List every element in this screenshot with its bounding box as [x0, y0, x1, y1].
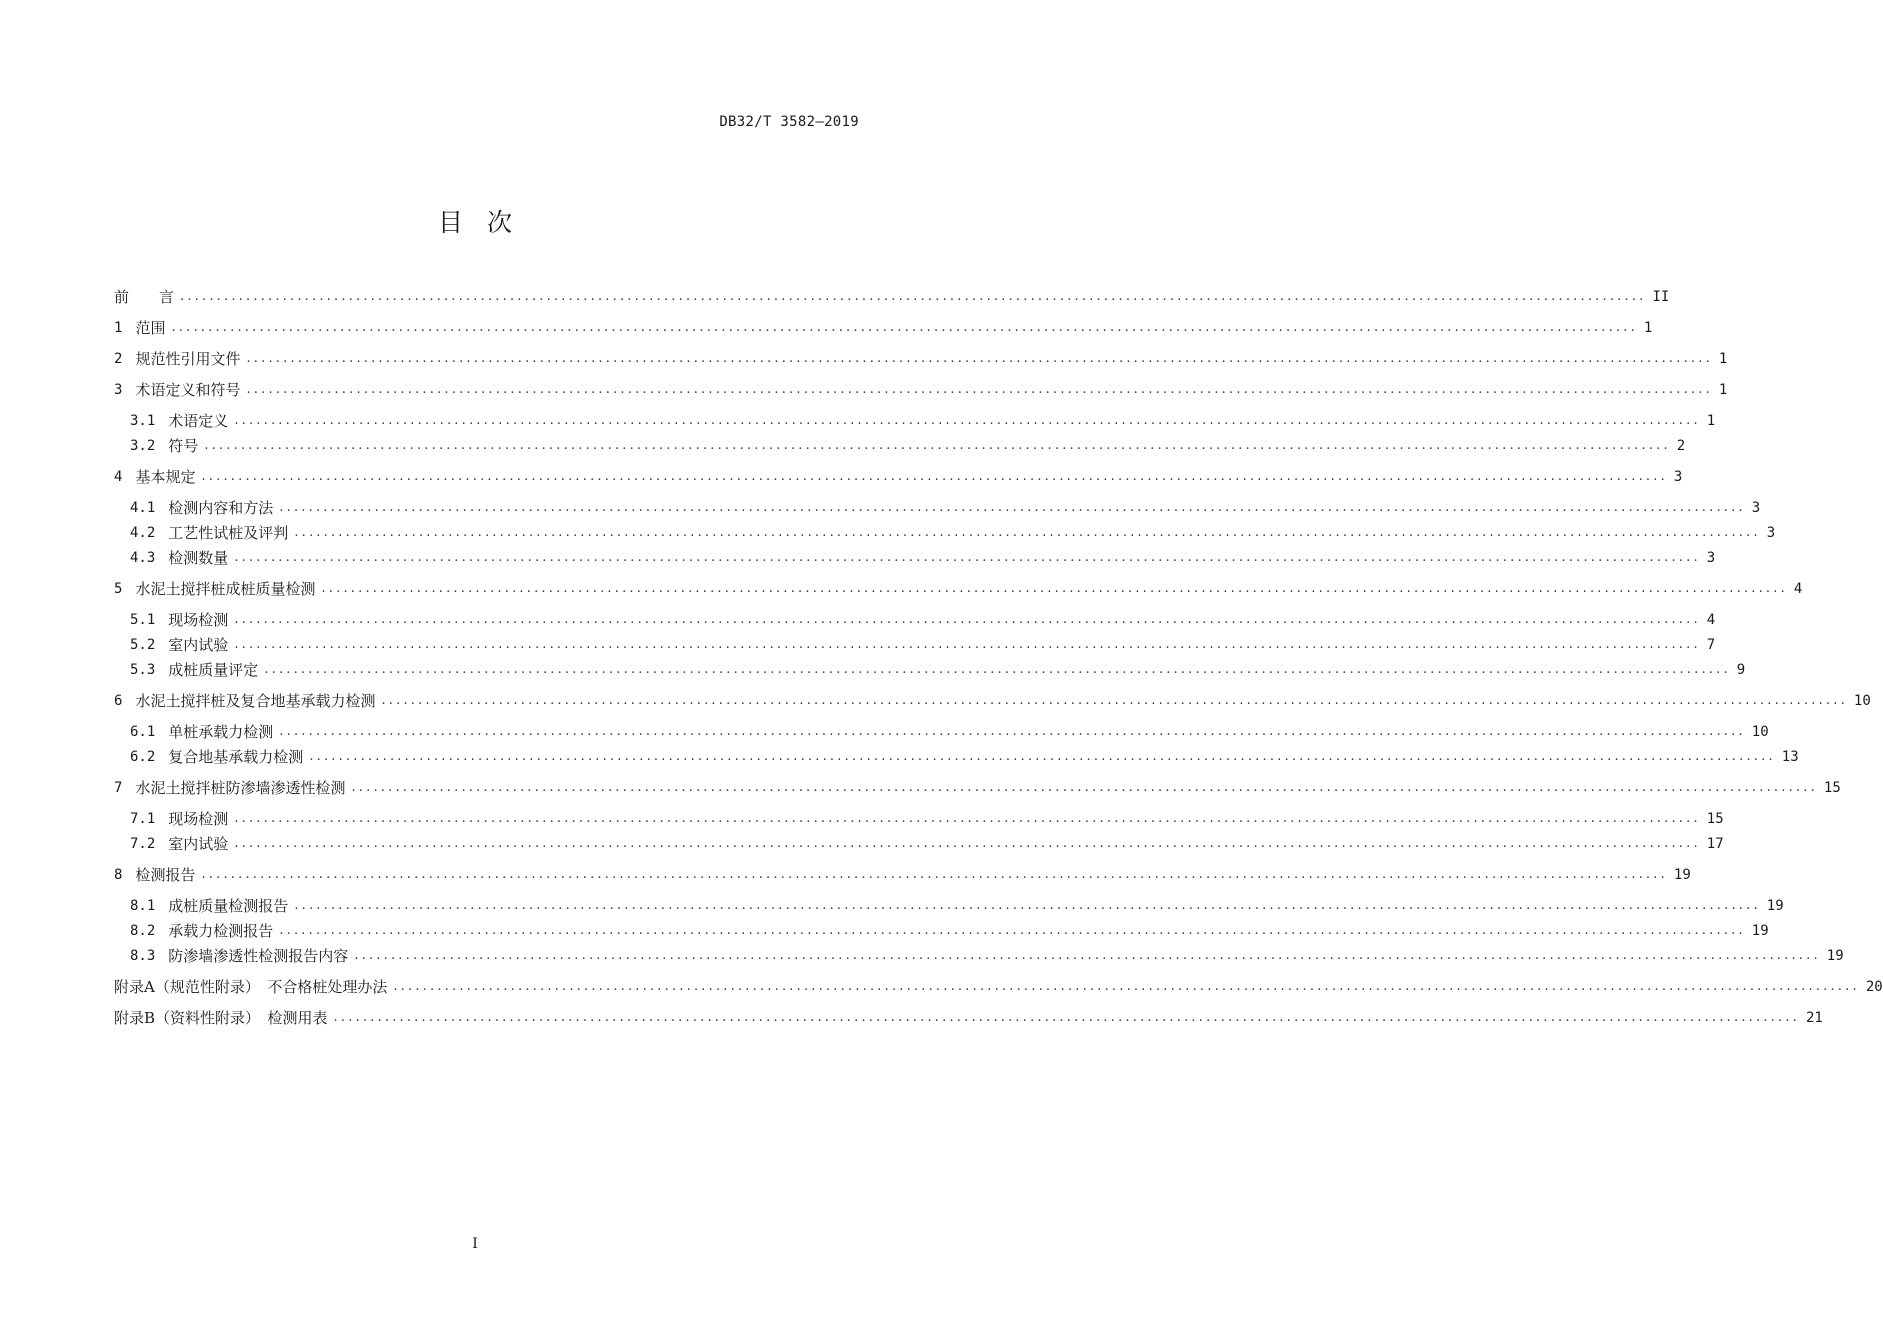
toc-entry[interactable] — [130, 547, 1716, 569]
toc-entry-page: 1 — [1643, 320, 1653, 336]
toc-entry-page: 19 — [1673, 867, 1691, 883]
toc-entry-page: 1 — [1706, 413, 1716, 429]
title-char-2: 次 — [487, 208, 513, 237]
toc-entry-page: 1 — [1718, 382, 1728, 398]
toc-leader-dots: ........................................................................................................................................................................................................ — [201, 867, 1668, 882]
toc-entry[interactable] — [130, 895, 1784, 917]
toc-leader-dots: ........................................................................................................................................................................................................ — [171, 320, 1638, 335]
toc-entry[interactable] — [114, 348, 1728, 370]
toc-entry-title: 承载力检测报告 — [168, 922, 274, 940]
toc-leader-dots: ........................................................................................................................................................................................................ — [204, 438, 1671, 453]
toc-entry-title: 范围 — [135, 319, 166, 337]
toc-entry-title: 检测报告 — [135, 866, 196, 884]
toc-leader-dots: ........................................................................................................................................................................................................ — [351, 780, 1818, 795]
toc-entry-page: 19 — [1826, 948, 1844, 964]
toc-entry-title: 现场检测 — [168, 810, 229, 828]
toc-entry-title: 复合地基承载力检测 — [168, 748, 304, 766]
toc-entry-title: 基本规定 — [135, 468, 196, 486]
toc-entry-title: 单桩承载力检测 — [168, 723, 274, 741]
toc-entry-title: 成桩质量检测报告 — [168, 897, 289, 915]
page-title — [0, 203, 950, 239]
toc-entry-title: 防渗墙渗透性检测报告内容 — [168, 947, 349, 965]
toc-entry-number: 3.2 — [130, 438, 156, 454]
toc-entry[interactable] — [114, 379, 1728, 401]
toc-entry[interactable] — [130, 746, 1799, 768]
toc-entry-title: 术语定义和符号 — [135, 381, 241, 399]
toc-entry-number: 8.2 — [130, 923, 156, 939]
toc-entry-page: 19 — [1751, 923, 1769, 939]
toc-entry-page: 20 — [1865, 979, 1883, 995]
toc-entry[interactable] — [114, 466, 1683, 488]
toc-leader-dots: ........................................................................................................................................................................................................ — [234, 413, 1701, 428]
toc-leader-dots: ........................................................................................................................................................................................................ — [180, 289, 1647, 304]
toc-entry-number: 8.3 — [130, 948, 156, 964]
toc-entry-number: 8.1 — [130, 898, 156, 914]
toc-entry[interactable] — [114, 690, 1871, 712]
toc-entry-number: 5.1 — [130, 612, 156, 628]
toc-entry[interactable] — [114, 317, 1653, 339]
toc-entry-number: 7.2 — [130, 836, 156, 852]
toc-entry-title: 附录A（规范性附录） 不合格桩处理办法 — [114, 978, 388, 996]
toc-leader-dots: ........................................................................................................................................................................................................ — [333, 1010, 1800, 1025]
toc-entry-page: 21 — [1806, 1010, 1823, 1026]
toc-entry-title: 水泥土搅拌桩及复合地基承载力检测 — [135, 692, 376, 710]
toc-entry-title: 符号 — [168, 437, 199, 455]
title-char-1: 目 — [437, 208, 463, 237]
toc-entry-page: 10 — [1853, 693, 1871, 709]
toc-leader-dots: ........................................................................................................................................................................................................ — [354, 948, 1821, 963]
toc-entry-title: 水泥土搅拌桩防渗墙渗透性检测 — [135, 779, 346, 797]
toc-leader-dots: ........................................................................................................................................................................................................ — [234, 811, 1701, 826]
toc-entry-number: 4.2 — [130, 525, 156, 541]
toc-entry-number: 1 — [114, 320, 123, 336]
toc-entry[interactable] — [130, 833, 1724, 855]
toc-entry-page: 4 — [1706, 612, 1716, 628]
toc-entry-number: 3 — [114, 382, 123, 398]
toc-entry-number: 6.2 — [130, 749, 156, 765]
toc-entry-number: 6 — [114, 693, 123, 709]
toc-entry[interactable] — [114, 976, 1883, 998]
toc-leader-dots: ........................................................................................................................................................................................................ — [294, 525, 1761, 540]
toc-leader-dots: ........................................................................................................................................................................................................ — [234, 612, 1701, 627]
toc-entry-page: 15 — [1823, 780, 1841, 796]
toc-entry-number: 4 — [114, 469, 123, 485]
toc-entry[interactable] — [130, 659, 1746, 681]
toc-entry-number: 5 — [114, 581, 123, 597]
toc-entry[interactable] — [114, 777, 1841, 799]
toc-entry-number: 7 — [114, 780, 123, 796]
toc-entry[interactable] — [130, 808, 1724, 830]
toc-entry-page: 1 — [1718, 351, 1728, 367]
toc-entry-number: 5.3 — [130, 662, 156, 678]
toc-entry-page: 3 — [1766, 525, 1776, 541]
toc-entry-title: 室内试验 — [168, 835, 229, 853]
toc-entry-page: 7 — [1706, 637, 1716, 653]
toc-entry-number: 8 — [114, 867, 123, 883]
toc-entry[interactable] — [130, 435, 1686, 457]
toc-entry-page: II — [1652, 289, 1670, 305]
toc-entry-title: 检测数量 — [168, 549, 229, 567]
toc-entry[interactable] — [130, 945, 1844, 967]
toc-leader-dots: ........................................................................................................................................................................................................ — [321, 581, 1788, 596]
toc-entry[interactable] — [114, 578, 1803, 600]
toc-entry-page: 3 — [1706, 550, 1716, 566]
toc-entry-title: 术语定义 — [168, 412, 229, 430]
toc-leader-dots: ........................................................................................................................................................................................................ — [234, 550, 1701, 565]
toc-entry[interactable] — [130, 634, 1716, 656]
toc-leader-dots: ........................................................................................................................................................................................................ — [264, 662, 1731, 677]
toc-entry[interactable] — [130, 609, 1716, 631]
toc-entry[interactable] — [114, 864, 1691, 886]
toc-entry[interactable] — [114, 286, 1670, 308]
toc-entry-number: 2 — [114, 351, 123, 367]
toc-leader-dots: ........................................................................................................................................................................................................ — [279, 724, 1746, 739]
toc-leader-dots: ........................................................................................................................................................................................................ — [279, 500, 1746, 515]
toc-entry-number: 5.2 — [130, 637, 156, 653]
toc-entry-page: 19 — [1766, 898, 1784, 914]
toc-entry-page: 2 — [1676, 438, 1686, 454]
toc-entry-title: 工艺性试桩及评判 — [168, 524, 289, 542]
page-number: I — [472, 1236, 478, 1252]
toc-entry-title: 现场检测 — [168, 611, 229, 629]
toc-entry[interactable] — [130, 721, 1769, 743]
toc-entry-page: 15 — [1706, 811, 1724, 827]
toc-leader-dots: ........................................................................................................................................................................................................ — [246, 382, 1713, 397]
toc-leader-dots: ........................................................................................................................................................................................................ — [309, 749, 1776, 764]
toc-entry-title: 前 言 — [114, 288, 175, 306]
toc-entry-number: 4.1 — [130, 500, 156, 516]
toc-entry-title: 成桩质量评定 — [168, 661, 259, 679]
toc-entry-number: 4.3 — [130, 550, 156, 566]
toc-entry-number: 7.1 — [130, 811, 156, 827]
toc-entry-page: 4 — [1793, 581, 1803, 597]
toc-entry-number: 6.1 — [130, 724, 156, 740]
toc-entry-page: 13 — [1781, 749, 1799, 765]
toc-entry-title: 水泥土搅拌桩成桩质量检测 — [135, 580, 316, 598]
toc-entry-number: 3.1 — [130, 413, 156, 429]
toc-entry-title: 规范性引用文件 — [135, 350, 241, 368]
toc-leader-dots: ........................................................................................................................................................................................................ — [381, 693, 1848, 708]
toc-leader-dots: ........................................................................................................................................................................................................ — [294, 898, 1761, 913]
toc-leader-dots: ........................................................................................................................................................................................................ — [393, 979, 1860, 994]
toc-leader-dots: ........................................................................................................................................................................................................ — [246, 351, 1713, 366]
toc-entry[interactable] — [130, 920, 1769, 942]
toc-entry-page: 17 — [1706, 836, 1724, 852]
standard-code: DB32/T 3582—2019 — [719, 114, 859, 130]
toc-leader-dots: ........................................................................................................................................................................................................ — [234, 637, 1701, 652]
toc-entry-title: 附录B（资料性附录） 检测用表 — [114, 1009, 328, 1027]
toc-leader-dots: ........................................................................................................................................................................................................ — [201, 469, 1668, 484]
toc-leader-dots: ........................................................................................................................................................................................................ — [279, 923, 1746, 938]
toc-entry[interactable] — [114, 1007, 1823, 1029]
toc-entry[interactable] — [130, 497, 1761, 519]
toc-entry-title: 室内试验 — [168, 636, 229, 654]
toc-entry-page: 3 — [1673, 469, 1683, 485]
toc-entry-page: 9 — [1736, 662, 1746, 678]
toc-entry[interactable] — [130, 410, 1716, 432]
toc-entry[interactable] — [130, 522, 1776, 544]
toc-entry-page: 10 — [1751, 724, 1769, 740]
toc-leader-dots: ........................................................................................................................................................................................................ — [234, 836, 1701, 851]
toc-entry-page: 3 — [1751, 500, 1761, 516]
toc-entry-title: 检测内容和方法 — [168, 499, 274, 517]
